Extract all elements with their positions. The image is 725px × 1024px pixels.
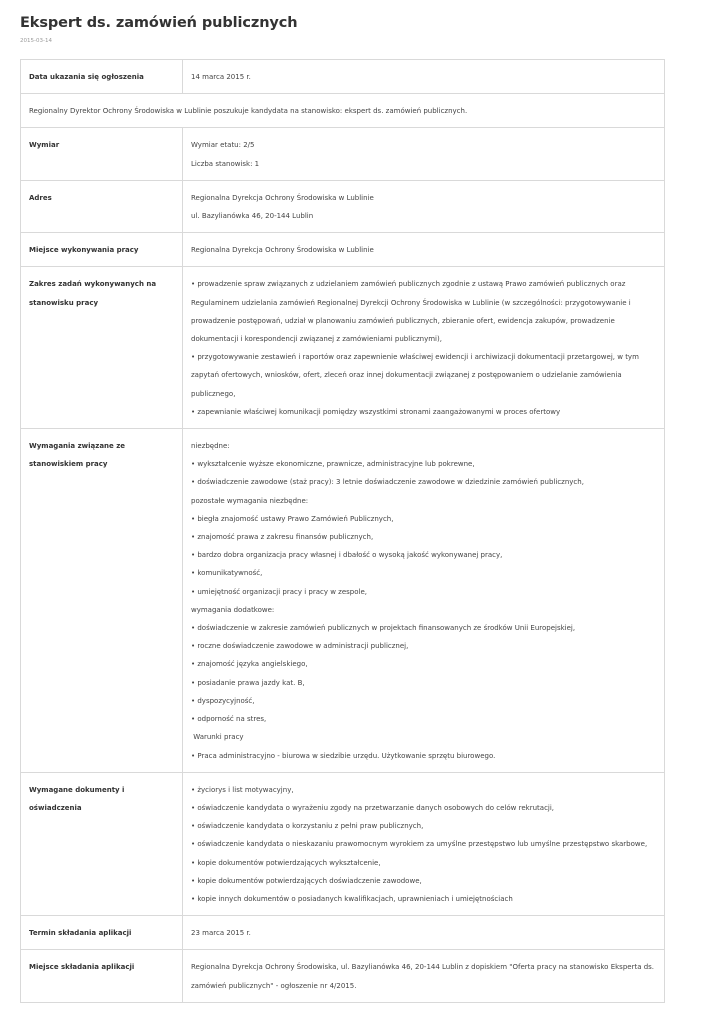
row-date-posted [21,60,665,94]
requirement-line: • znajomość prawa z zakresu finansów publicznych, [191,533,374,542]
job-offer-table [20,59,665,1003]
document-line: • życiorys i list motywacyjny, [191,785,294,794]
row-documents [21,772,665,915]
intro-text: Regionalny Dyrektor Ochrony Środowiska w Lublinie poszukuje kandydata na stanowisko: ekspert ds. zamówień publicznych. [21,94,665,128]
value-requirements [183,429,665,773]
value-address [183,180,665,232]
task-item: • prowadzenie spraw związanych z udzielaniem zamówień publicznych zgodnie z ustawą Prawo zamówień publicznych oraz Regulaminem udzielania zamówień Regionalnej Dyrekcji Ochrony Środowiska w Lublinie (w szczególności: przygotowywanie i prowadzenie postępowań, udział w planowaniu zamówień publicznych, zbieranie ofert, ewidencja zakupów, prowadzenie dokumentacji i korespondencji związanej z zamówieniami publicznymi), [191,280,631,344]
value-submission-place: Regionalna Dyrekcja Ochrony Środowiska, ul. Bazylianówka 46, 20-144 Lublin z dopiskiem "Oferta pracy na stanowisko Eksperta ds. zamówień publicznych" - ogłoszenie nr 4/2015. [183,950,665,1002]
requirement-line: • roczne doświadczenie zawodowe w administracji publicznej, [191,642,409,651]
document-line: • kopie dokumentów potwierdzających wykształcenie, [191,858,381,867]
requirement-line: • biegła znajomość ustawy Prawo Zamówień Publicznych, [191,514,394,523]
document-line: • oświadczenie kandydata o nieskazaniu prawomocnym wyrokiem za umyślne przestępstwo lub umyślne przestępstwo skarbowe, [191,840,648,849]
label-deadline: Termin składania aplikacji [21,916,183,950]
row-tasks [21,267,665,429]
requirement-line: • wykształcenie wyższe ekonomiczne, prawnicze, administracyjne lub pokrewne, [191,460,475,469]
label-requirements: Wymagania związane ze stanowiskiem pracy [21,429,183,773]
document-line: • kopie innych dokumentów o posiadanych kwalifikacjach, uprawnieniach i umiejętnościach [191,894,513,903]
value-documents [183,772,665,915]
value-dimension [183,128,665,180]
page-title: Ekspert ds. zamówień publicznych [20,15,298,31]
requirement-line: • umiejętność organizacji pracy i pracy w zespole, [191,587,367,596]
requirement-line: niezbędne: [191,442,230,451]
label-date-posted: Data ukazania się ogłoszenia [21,60,183,94]
requirement-line: • dyspozycyjność, [191,696,255,705]
row-intro [21,94,665,128]
document-line: • oświadczenie kandydata o wyrażeniu zgody na przetwarzanie danych osobowych do celów rekrutacji, [191,803,555,812]
row-workplace [21,233,665,267]
document-line: • oświadczenie kandydata o korzystaniu z pełni praw publicznych, [191,822,424,831]
requirement-line: pozostałe wymagania niezbędne: [191,496,309,505]
dimension-line: Liczba stanowisk: 1 [191,159,260,168]
requirement-line: • odporność na stres, [191,715,267,724]
publication-date: 2015-03-14 [20,38,52,44]
address-line: ul. Bazylianówka 46, 20-144 Lublin [191,212,314,221]
label-dimension: Wymiar [21,128,183,180]
address-line: Regionalna Dyrekcja Ochrony Środowiska w Lublinie [191,193,374,202]
document-line: • kopie dokumentów potwierdzających doświadczenie zawodowe, [191,876,422,885]
requirement-line: • bardzo dobra organizacja pracy własnej i dbałość o wysoką jakość wykonywanej pracy, [191,551,503,560]
value-date-posted: 14 marca 2015 r. [183,60,665,94]
requirement-line: • posiadanie prawa jazdy kat. B, [191,678,305,687]
label-workplace: Miejsce wykonywania pracy [21,233,183,267]
row-dimension [21,128,665,180]
requirement-line: wymagania dodatkowe: [191,605,275,614]
task-item: • przygotowywanie zestawień i raportów oraz zapewnienie właściwej ewidencji i archiwizacji dokumentacji przetargowej, w tym zapytań ofertowych, wniosków, ofert, zleceń oraz innej dokumentacji związanej z postępowaniem o udzielanie zamówienia publicznego, [191,353,639,398]
requirement-line: • doświadczenie w zakresie zamówień publicznych w projektach finansowanych ze środków Unii Europejskiej, [191,624,576,633]
requirement-line: • doświadczenie zawodowe (staż pracy): 3 letnie doświadczenie zawodowe w dziedzinie zamówień publicznych, [191,478,584,487]
requirement-line: • Praca administracyjno - biurowa w siedzibie urzędu. Użytkowanie sprzętu biurowego. [191,751,496,760]
value-tasks [183,267,665,429]
label-submission-place: Miejsce składania aplikacji [21,950,183,1002]
requirement-line: • komunikatywność, [191,569,263,578]
row-submission-place [21,950,665,1002]
dimension-line: Wymiar etatu: 2/5 [191,141,255,150]
label-tasks: Zakres zadań wykonywanych na stanowisku pracy [21,267,183,429]
label-documents: Wymagane dokumenty i oświadczenia [21,772,183,915]
requirement-line: Warunki pracy [191,733,244,742]
label-address: Adres [21,180,183,232]
task-item: • zapewnianie właściwej komunikacji pomiędzy wszystkimi stronami zaangażowanymi w proces ofertowy [191,407,561,416]
value-workplace: Regionalna Dyrekcja Ochrony Środowiska w Lublinie [183,233,665,267]
row-deadline [21,916,665,950]
requirement-line: • znajomość języka angielskiego, [191,660,308,669]
value-deadline: 23 marca 2015 r. [183,916,665,950]
row-address [21,180,665,232]
row-requirements [21,429,665,773]
